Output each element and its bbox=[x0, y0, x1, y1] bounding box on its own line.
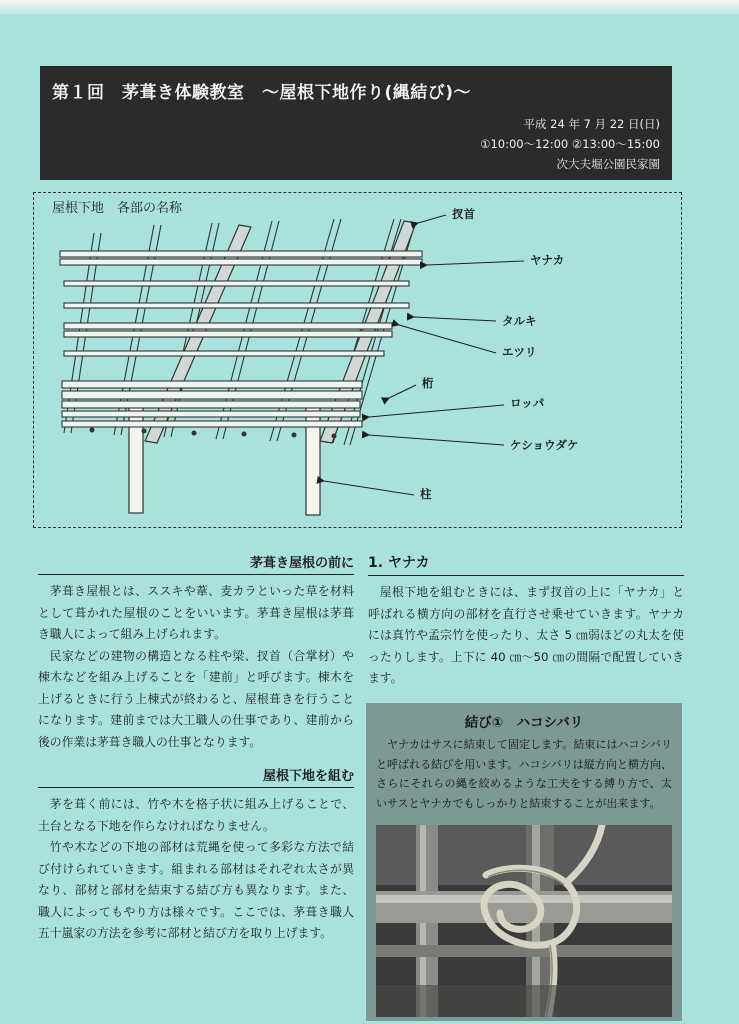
diagram-title: 屋根下地 各部の名称 bbox=[52, 201, 183, 216]
event-times: ①10:00～12:00 ②13:00～15:00 bbox=[480, 137, 660, 151]
post-left bbox=[129, 403, 143, 513]
roof-frame-illustration bbox=[34, 193, 683, 529]
label-yanaka: ヤナカ bbox=[530, 253, 565, 267]
section-heading-roof-base: 屋根下地を組む bbox=[38, 765, 354, 788]
left-column bbox=[38, 552, 354, 945]
event-info bbox=[480, 114, 660, 174]
paper-edge bbox=[0, 0, 739, 14]
label-etsuri: エツリ bbox=[502, 345, 537, 359]
knot-paragraph: ヤナカはサスに結束して固定します。結束にはハコシバリと呼ばれる結びを用います。ハコシバリは縦方向と横方向、さらにそれらの縄を絞めるような工夫をする縛り方で、太いサスとヤナカでもしっかりと結束することが出来ます。 bbox=[376, 738, 672, 810]
event-date: 平成 24 年 7 月 22 日(日) bbox=[523, 117, 660, 131]
label-keshoudake: ケショウダケ bbox=[510, 438, 579, 452]
knot-info-box bbox=[366, 703, 682, 1021]
paragraph: 茅を葺く前には、竹や木を格子状に組み上げることで、土台となる下地を作らなければなりません。 bbox=[38, 797, 354, 833]
label-keta: 桁 bbox=[422, 376, 434, 390]
roof-diagram bbox=[33, 192, 682, 528]
paragraph: 屋根下地を組むときには、まず扠首の上に「ヤナカ」と呼ばれる横方向の部材を直行させ乗せていきます。ヤナカには真竹や孟宗竹を使ったり、太さ 5 ㎝弱ほどの丸太を使ったりします。上下に 40 ㎝～50 ㎝の間隔で配置していきます。 bbox=[368, 585, 684, 685]
label-taruki: タルキ bbox=[502, 314, 537, 328]
section-heading-yanaka: 1. ヤナカ bbox=[368, 552, 684, 576]
paragraph: 竹や木などの下地の部材は荒縄を使って多彩な方法で結び付けられていきます。組まれる部材はそれぞれ太さが異なり、部材と部材を結束する結び方も異なります。また、職人によってもやり方は様々です。ここでは、茅葺き職人五十嵐家の方法を参考に部材と結び方を取り上げます。 bbox=[38, 840, 354, 940]
label-hashira: 柱 bbox=[420, 487, 432, 501]
document-title: 第１回 茅葺き体験教室 ～屋根下地作り(縄結び)～ bbox=[52, 83, 472, 103]
paragraph: 民家などの建物の構造となる柱や梁、扠首（合掌材）や棟木などを組み上げることを「建前」と呼びます。棟木を上げるときに行う上棟式が終わると、屋根葺きを行うことになります。建前までは大工職人の仕事であり、建前から後の作業は茅葺き職人の仕事となります。 bbox=[38, 648, 354, 749]
section-heading-before-roof: 茅葺き屋根の前に bbox=[38, 552, 354, 575]
label-roppa: ロッパ bbox=[510, 396, 545, 410]
knot-heading: 結び① ハコシバリ bbox=[464, 715, 584, 731]
label-sasu: 扠首 bbox=[452, 207, 475, 221]
right-column bbox=[368, 552, 684, 690]
paragraph: 茅葺き屋根とは、ススキや葦、麦カラといった草を材料として葺かれた屋根のことをいいます。茅葺き屋根は茅葺き職人によって組み上げられます。 bbox=[38, 584, 354, 641]
knot-photo bbox=[376, 825, 672, 1017]
header-banner bbox=[40, 66, 672, 180]
event-venue: 次大夫堀公園民家園 bbox=[556, 157, 660, 171]
